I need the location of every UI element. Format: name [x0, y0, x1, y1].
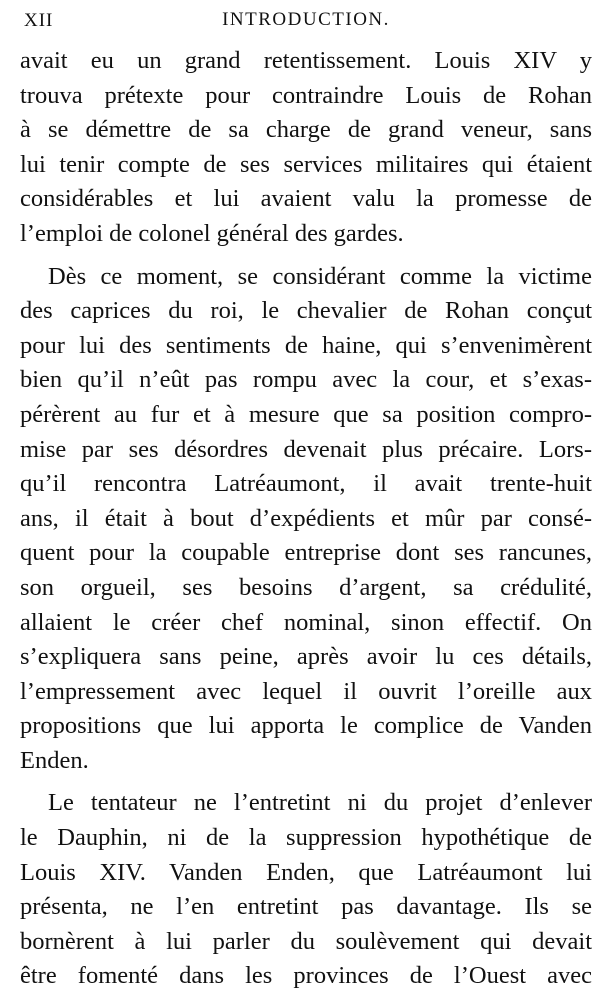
text-line: à se démettre de sa charge de grand veneur, sans	[20, 116, 592, 144]
page-number: XII	[24, 10, 54, 31]
body-text	[20, 44, 592, 994]
text-line: l’emploi de colonel général des gardes.	[20, 219, 404, 247]
text-line: s’expliquera sans peine, après avoir lu ces détails,	[20, 643, 592, 671]
text-line: avait eu un grand retentissement. Louis XIV y	[20, 47, 592, 74]
text-line: présenta, ne l’en entretint pas davantage. Ils se	[20, 893, 592, 921]
text-line: quent pour la coupable entreprise dont ses rancunes,	[20, 539, 592, 567]
text-line: Enden.	[20, 746, 89, 774]
paragraph-gap	[20, 778, 592, 786]
text-line: qu’il rencontra Latréaumont, il avait trente-huit	[20, 470, 592, 498]
text-line: allaient le créer chef nominal, sinon effectif. On	[20, 608, 592, 636]
paragraph-1	[20, 44, 592, 252]
text-line: Le tentateur ne l’entretint ni du projet d’enlever	[48, 789, 592, 817]
text-line: trouva prétexte pour contraindre Louis de Rohan	[20, 81, 592, 109]
paragraph-3	[20, 786, 592, 994]
text-line: mise par ses désordres devenait plus précaire. Lors-	[20, 435, 592, 463]
text-line: considérables et lui avaient valu la promesse de	[20, 185, 592, 213]
text-line: lui tenir compte de ses services militaires qui étaient	[20, 150, 592, 178]
text-line: l’empressement avec lequel il ouvrit l’oreille aux	[20, 677, 592, 705]
text-line: être fomenté dans les provinces de l’Ouest avec	[20, 962, 592, 990]
text-line: son orgueil, ses besoins d’argent, sa crédulité,	[20, 573, 592, 601]
text-line: bornèrent à lui parler du soulèvement qui devait	[20, 927, 592, 955]
text-line: bien qu’il n’eût pas rompu avec la cour, et s’exas-	[20, 366, 592, 394]
text-line: pérèrent au fur et à mesure que sa position compro-	[20, 400, 592, 428]
text-line: Louis XIV. Vanden Enden, que Latréaumont lui	[20, 858, 592, 886]
running-head	[20, 0, 592, 44]
running-title: INTRODUCTION.	[222, 9, 390, 30]
text-line: des caprices du roi, le chevalier de Rohan conçut	[20, 297, 592, 325]
text-line: pour lui des sentiments de haine, qui s’envenimèrent	[20, 331, 592, 359]
text-line: le Dauphin, ni de la suppression hypothétique de	[20, 824, 592, 852]
text-line: Dès ce moment, se considérant comme la victime	[48, 262, 592, 290]
paragraph-2	[20, 260, 592, 779]
paragraph-gap	[20, 252, 592, 260]
text-line: ans, il était à bout d’expédients et mûr par consé-	[20, 504, 592, 532]
text-line: propositions que lui apporta le complice de Vanden	[20, 712, 592, 740]
